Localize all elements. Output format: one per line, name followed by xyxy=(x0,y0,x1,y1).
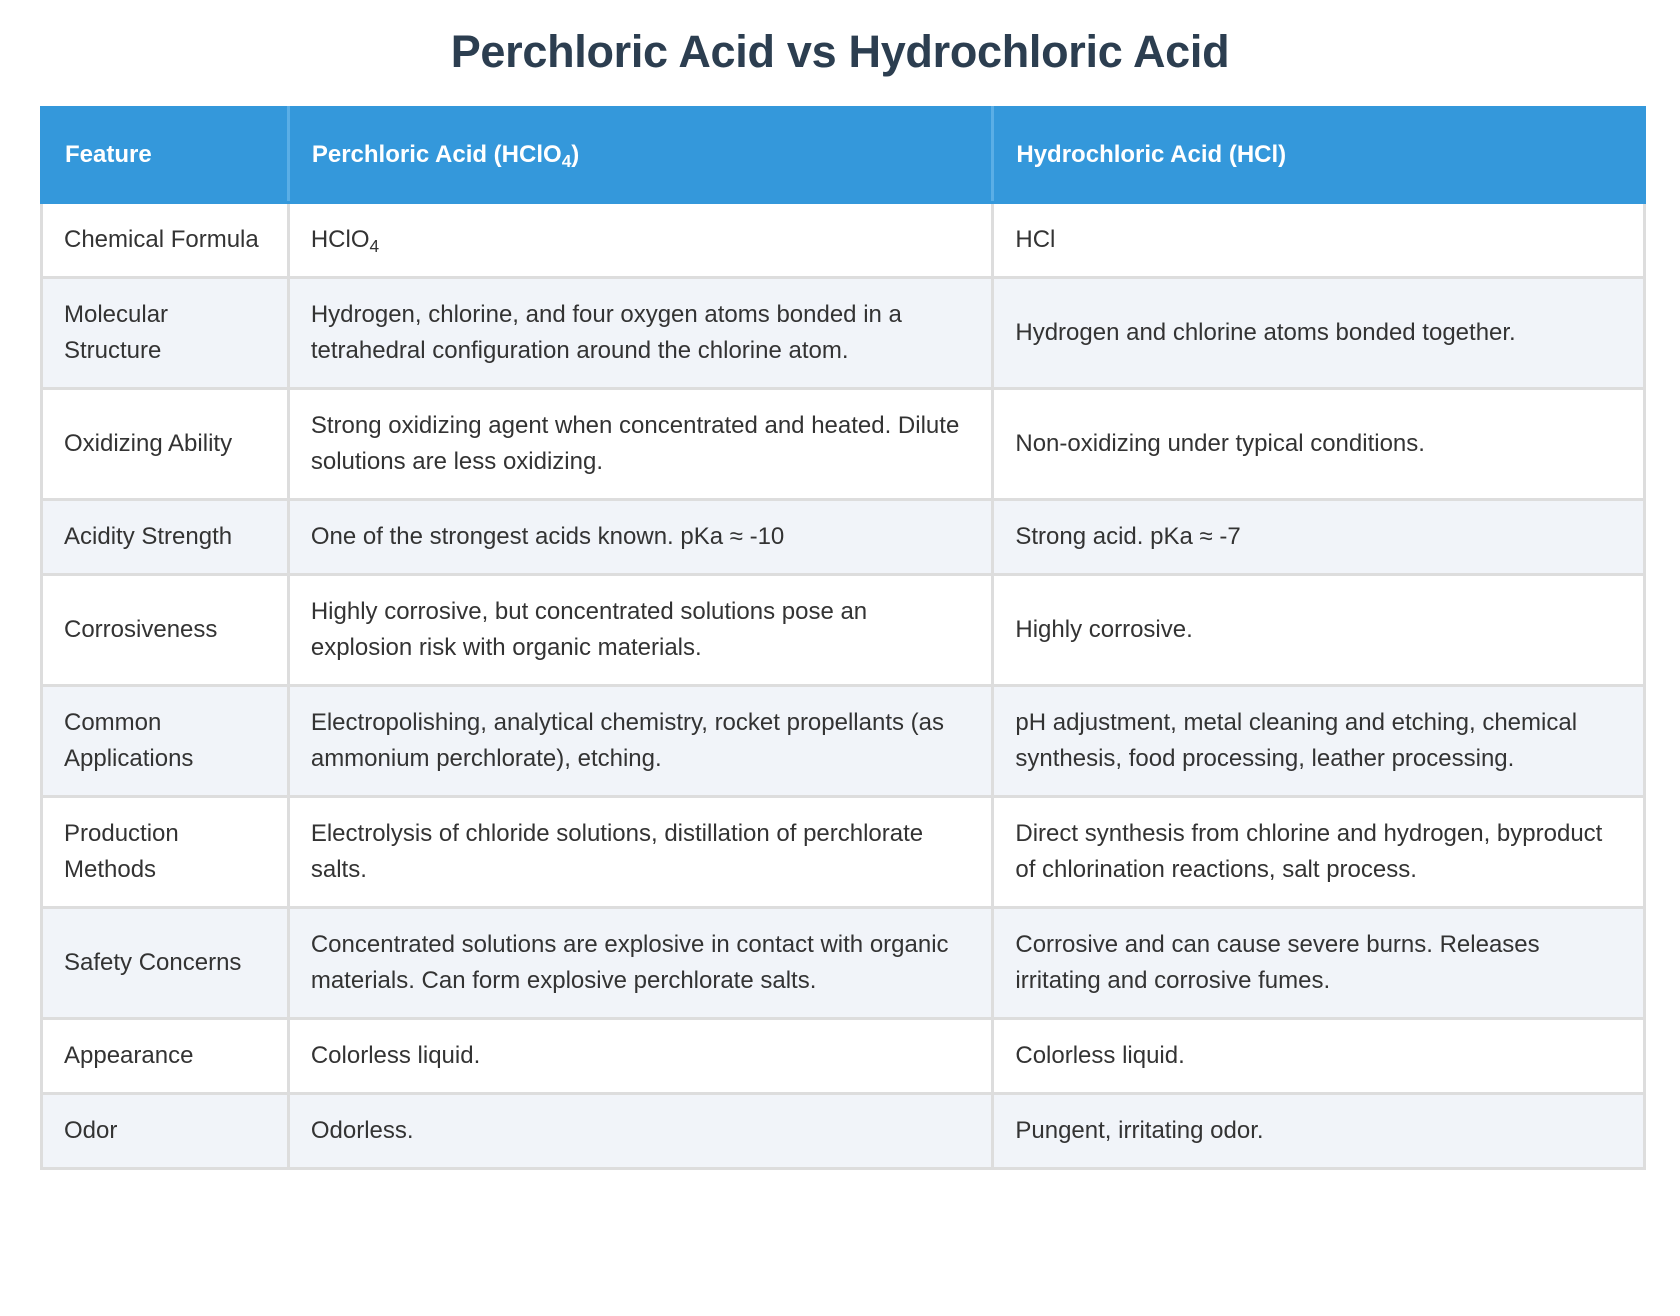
header-perchloric-text: Perchloric Acid (HClO xyxy=(311,141,562,168)
table-row xyxy=(42,203,1645,278)
comparison-table xyxy=(40,106,1646,1170)
formula-subscript: 4 xyxy=(369,235,380,256)
feature-cell: Chemical Formula xyxy=(42,203,289,278)
perchloric-cell: Hydrogen, chlorine, and four oxygen atoms bonded in a tetrahedral configuration around the chlorine atom. xyxy=(288,278,993,389)
hydrochloric-cell: Hydrogen and chlorine atoms bonded together. xyxy=(993,278,1645,389)
feature-cell: Oxidizing Ability xyxy=(42,389,289,500)
hydrochloric-cell: Pungent, irritating odor. xyxy=(993,1094,1645,1169)
table-row xyxy=(42,686,1645,797)
feature-cell: Acidity Strength xyxy=(42,500,289,575)
perchloric-cell xyxy=(288,203,993,278)
table-row xyxy=(42,1094,1645,1169)
table-row xyxy=(42,278,1645,389)
hydrochloric-cell: HCl xyxy=(993,203,1645,278)
perchloric-cell: Odorless. xyxy=(288,1094,993,1169)
table-row xyxy=(42,500,1645,575)
hydrochloric-cell: Non-oxidizing under typical conditions. xyxy=(993,389,1645,500)
header-perchloric-subscript: 4 xyxy=(561,150,572,171)
hydrochloric-cell: Direct synthesis from chlorine and hydrogen, byproduct of chlorination reactions, salt process. xyxy=(993,797,1645,908)
formula-text: HClO xyxy=(310,226,370,253)
hydrochloric-cell: Highly corrosive. xyxy=(993,575,1645,686)
header-feature: Feature xyxy=(42,108,289,203)
table-header-row xyxy=(42,108,1645,203)
perchloric-cell: Electrolysis of chloride solutions, distillation of perchlorate salts. xyxy=(288,797,993,908)
perchloric-cell: Highly corrosive, but concentrated solutions pose an explosion risk with organic materials. xyxy=(288,575,993,686)
table-row xyxy=(42,575,1645,686)
feature-cell: Common Applications xyxy=(42,686,289,797)
table-row xyxy=(42,797,1645,908)
perchloric-cell: Strong oxidizing agent when concentrated and heated. Dilute solutions are less oxidizing. xyxy=(288,389,993,500)
table-row xyxy=(42,1019,1645,1094)
feature-cell: Production Methods xyxy=(42,797,289,908)
perchloric-cell: One of the strongest acids known. pKa ≈ -10 xyxy=(288,500,993,575)
perchloric-cell: Colorless liquid. xyxy=(288,1019,993,1094)
header-perchloric-close: ) xyxy=(571,141,580,168)
header-perchloric-acid xyxy=(288,108,993,203)
page-title: Perchloric Acid vs Hydrochloric Acid xyxy=(450,26,1230,77)
feature-cell: Odor xyxy=(42,1094,289,1169)
hydrochloric-cell: Colorless liquid. xyxy=(993,1019,1645,1094)
header-hydrochloric-acid: Hydrochloric Acid (HCl) xyxy=(993,108,1645,203)
hydrochloric-cell: pH adjustment, metal cleaning and etching, chemical synthesis, food processing, leather processing. xyxy=(993,686,1645,797)
perchloric-cell: Concentrated solutions are explosive in contact with organic materials. Can form explosive perchlorate salts. xyxy=(288,908,993,1019)
perchloric-cell: Electropolishing, analytical chemistry, rocket propellants (as ammonium perchlorate), etching. xyxy=(288,686,993,797)
feature-cell: Appearance xyxy=(42,1019,289,1094)
feature-cell: Corrosiveness xyxy=(42,575,289,686)
table-row xyxy=(42,908,1645,1019)
feature-cell: Molecular Structure xyxy=(42,278,289,389)
feature-cell: Safety Concerns xyxy=(42,908,289,1019)
table-row xyxy=(42,389,1645,500)
hydrochloric-cell: Strong acid. pKa ≈ -7 xyxy=(993,500,1645,575)
hydrochloric-cell: Corrosive and can cause severe burns. Releases irritating and corrosive fumes. xyxy=(993,908,1645,1019)
